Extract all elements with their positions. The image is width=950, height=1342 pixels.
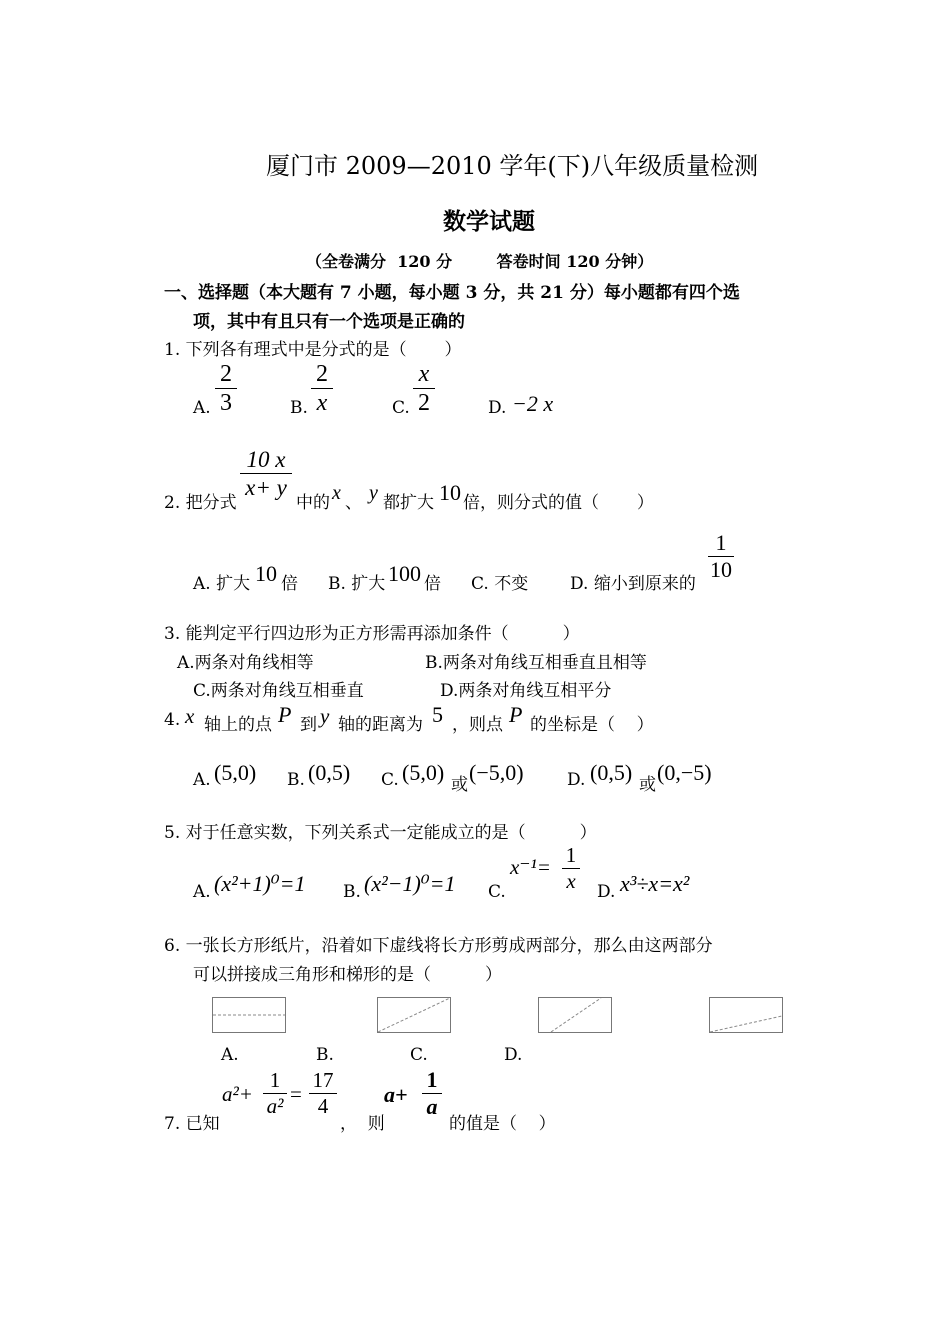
q4-text-3: 轴的距离为 [338,715,423,735]
q4-option-b-label: B. [287,770,305,790]
q5-option-c-fraction: 1 x [562,845,580,892]
q4-option-b-value: (0,5) [308,760,351,785]
q6-figure-a [212,997,286,1033]
q5-option-b-expression: (x²−1)⁰=1 [364,871,456,896]
q7-suffix: 的值是（ ） [449,1114,556,1134]
q4-option-d-value-2: (0,−5) [657,760,712,785]
q5-option-a-label: A. [193,882,211,902]
q2-option-d-label: D. 缩小到原来的 [570,574,696,594]
q3-option-b: B.两条对角线互相垂直且相等 [425,653,647,673]
q6-figure-d [709,997,783,1033]
section1-heading-line1: 一、选择题（本大题有 7 小题，每小题 3 分，共 21 分）每小题都有四个选 [164,283,740,303]
q2-suffix: 倍，则分式的值（ ） [463,493,654,513]
q6-label-c: C. [410,1045,428,1065]
q4-option-d-label: D. [567,770,586,790]
q1-stem: 1. 下列各有理式中是分式的是（ ） [164,340,462,360]
q1-option-a-label: A. [193,398,211,418]
q6-figure-b [377,997,451,1033]
q5-option-c-lhs: x⁻¹= [510,855,551,879]
q4-point-p: P [278,702,292,727]
q7-mid-text: ， 则 [340,1114,385,1134]
q2-fraction: 10 x x+ y [240,448,292,499]
q2-mid-text-2: 都扩大 [383,493,434,513]
exam-title: 厦门市 2009—2010 学年(下)八年级质量检测 [266,152,759,180]
q4-five: 5 [432,702,443,727]
q5-option-d-expression: x³÷x=x² [620,871,690,896]
q3-option-a: A.两条对角线相等 [177,653,314,673]
q6-label-b: B. [316,1045,334,1065]
q5-option-c-label: C. [488,882,506,902]
q3-option-c: C.两条对角线互相垂直 [193,681,364,701]
q2-option-d-fraction: 1 10 [710,530,732,582]
q1-option-b-fraction: 2 x [311,362,333,415]
exam-info: （全卷满分 120 分 答卷时间 120 分钟） [306,252,654,271]
q2-separator: 、 [345,493,362,513]
q4-option-c-or: 或 [451,775,468,795]
q7-prefix: 7. 已知 [164,1114,220,1134]
q2-option-a-label: A. 扩大 [193,574,251,594]
q6-figure-c [538,997,612,1033]
q2-option-a-value: 10 [255,561,277,586]
q7-fraction-3: 1 a [422,1069,442,1118]
q6-label-d: D. [504,1045,523,1065]
q7-fraction-2: 17 4 [309,1070,337,1117]
q1-option-c-fraction: x 2 [413,362,435,415]
q6-label-a: A. [221,1045,239,1065]
q2-option-b-value: 100 [388,561,421,586]
q4-option-a-value: (5,0) [214,760,257,785]
q5-option-d-label: D. [597,882,616,902]
q6-stem-line2: 可以拼接成三角形和梯形的是（ ） [193,965,503,985]
q1-option-d-label: D. [488,398,507,418]
q4-option-c-label: C. [381,770,399,790]
q4-option-d-value-1: (0,5) [590,760,633,785]
q4-text-4: ，则点 [452,715,503,735]
q2-ten: 10 [439,480,461,505]
q4-option-d-or: 或 [639,775,656,795]
q2-option-a-unit: 倍 [281,574,298,594]
exam-subtitle: 数学试题 [443,208,535,235]
q4-var-x: x [185,704,195,728]
q7-fraction-1: 1 a² [263,1070,287,1117]
q2-mid-text: 中的 [296,493,330,513]
q4-var-y: y [320,704,330,728]
q4-text-1: 轴上的点 [204,715,272,735]
q3-stem: 3. 能判定平行四边形为正方形需再添加条件（ ） [164,624,580,644]
q4-text-2: 到 [300,715,317,735]
q1-option-b-label: B. [290,398,308,418]
q4-text-5: 的坐标是（ ） [530,715,654,735]
q6-stem-line1: 6. 一张长方形纸片，沿着如下虚线将长方形剪成两部分，那么由这两部分 [164,936,713,956]
q2-option-b-label: B. 扩大 [328,574,386,594]
q7-expression-a: a+ [384,1082,408,1107]
q2-option-b-unit: 倍 [424,574,441,594]
q4-prefix: 4. [164,710,181,730]
section1-heading-line2: 项，其中有且只有一个选项是正确的 [193,312,465,332]
q7-equals: = [290,1082,302,1106]
q1-option-d-expression: −2 x [512,391,554,416]
q1-option-c-label: C. [392,398,410,418]
q7-lhs: a²+ [222,1082,253,1106]
q2-option-c-label: C. 不变 [471,574,529,594]
q2-var-y: y [369,482,378,504]
q4-point-p-2: P [509,702,523,727]
q3-option-d: D.两条对角线互相平分 [440,681,612,701]
q4-option-c-value-2: (−5,0) [469,760,524,785]
q2-var-x: x [332,482,341,504]
q5-stem: 5. 对于任意实数，下列关系式一定能成立的是（ ） [164,823,597,843]
q5-option-b-label: B. [343,882,361,902]
q5-option-a-expression: (x²+1)⁰=1 [214,871,306,896]
q4-option-c-value-1: (5,0) [402,760,445,785]
q4-option-a-label: A. [193,770,211,790]
q1-option-a-fraction: 2 3 [215,362,237,415]
q2-prefix: 2. 把分式 [164,493,237,513]
